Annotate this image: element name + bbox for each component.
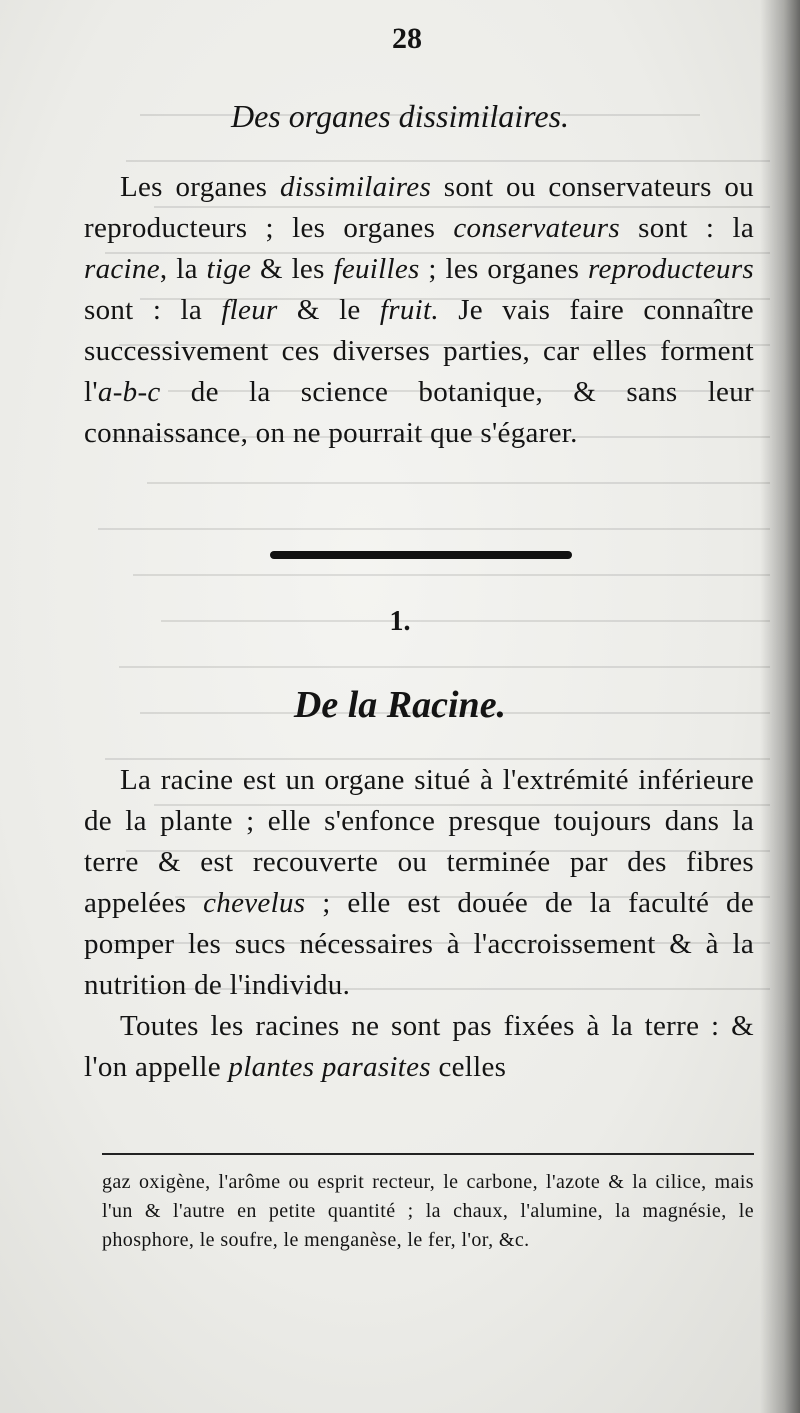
section-title: De la Racine. xyxy=(293,684,507,726)
italic-term: fleur xyxy=(221,294,278,326)
section-divider-rule xyxy=(270,551,572,559)
section-heading: Des organes dissimilaires. xyxy=(230,98,570,134)
page-number: 28 xyxy=(392,22,422,55)
italic-term: feuilles xyxy=(333,253,420,285)
text-run: & le xyxy=(277,294,380,326)
text-run: ; les organes xyxy=(419,253,588,285)
italic-term: a-b-c xyxy=(97,376,161,408)
italic-term: plantes parasites xyxy=(228,1051,431,1083)
italic-term: chevelus xyxy=(203,887,306,919)
text-run: & les xyxy=(251,253,334,285)
text-run: , la xyxy=(159,253,207,285)
italic-term: reproducteurs xyxy=(587,253,754,285)
footnote-text: gaz oxigène, l'arôme ou esprit recteur, le carbone, l'azote & la cilice, mais l'un & l'autre en petite quantité ; la chaux, l'alumine, la magnésie, le phosphore, le soufre, le menganèse, le fer, l'or, &c. xyxy=(102,1171,754,1251)
section-number: 1. xyxy=(389,606,411,637)
text-run: de la science botanique, & sans leur connaissance, on ne pourrait que s'égarer. xyxy=(84,376,754,449)
text-run: Je vais faire connaître successivement ces diverses parties, car elles forment l' xyxy=(84,294,754,408)
italic-term: fruit. xyxy=(379,294,439,326)
text-run: celles xyxy=(430,1051,507,1083)
italic-term: conservateurs xyxy=(453,212,620,244)
italic-term: racine xyxy=(84,253,160,285)
italic-term: tige xyxy=(206,253,252,285)
text-run: sont : la xyxy=(619,212,754,244)
text-run: Toutes les racines ne sont pas fixées à la terre : & l'on appelle xyxy=(84,1010,754,1083)
paragraph-racine xyxy=(84,760,754,1088)
text-run: sont ou conservateurs ou reproducteurs ; les organes xyxy=(84,171,754,244)
text-run: La racine est un organe situé à l'extrémité inférieure de la plante ; elle s'enfonce presque toujours dans la terre & est recouverte ou terminée par des fibres appelées xyxy=(84,764,754,919)
footnote-rule xyxy=(102,1153,754,1155)
text-run: ; elle est douée de la faculté de pomper les sucs nécessaires à l'accroissement & à la nutrition de l'individu. xyxy=(84,887,755,1001)
text-run: Les organes xyxy=(120,171,280,203)
paragraph-organes xyxy=(84,167,754,454)
italic-term: dissimilaires xyxy=(279,171,432,203)
text-run: sont : la xyxy=(84,294,222,326)
